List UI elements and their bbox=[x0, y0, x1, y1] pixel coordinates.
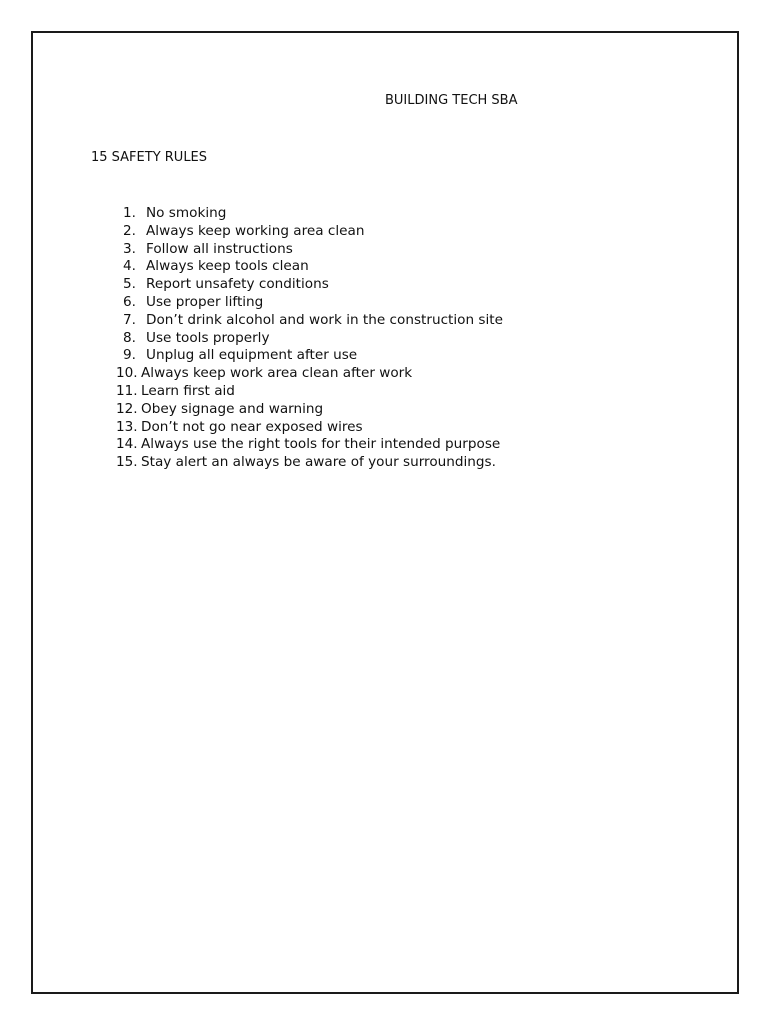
rule-item-1 bbox=[112, 205, 503, 223]
rule-number: 3. bbox=[123, 240, 136, 257]
rule-number: 13. bbox=[116, 418, 138, 435]
rule-text: Always use the right tools for their intended purpose bbox=[141, 436, 501, 453]
rule-number: 7. bbox=[123, 311, 136, 328]
rule-text: Follow all instructions bbox=[146, 240, 293, 257]
rule-number: 5. bbox=[123, 276, 136, 293]
rule-item-13 bbox=[112, 419, 503, 437]
rule-text: Don’t drink alcohol and work in the construction site bbox=[146, 311, 503, 328]
document-title: BUILDING TECH SBA bbox=[385, 93, 518, 108]
rule-number: 10. bbox=[116, 365, 138, 382]
rule-item-2 bbox=[112, 223, 503, 241]
rule-text: Don’t not go near exposed wires bbox=[141, 418, 363, 435]
rule-text: Learn first aid bbox=[141, 382, 235, 399]
rule-number: 11. bbox=[116, 382, 138, 399]
rule-number: 2. bbox=[123, 222, 136, 239]
rule-text: No smoking bbox=[146, 205, 227, 221]
rule-item-9 bbox=[112, 347, 503, 365]
rule-text: Use proper lifting bbox=[146, 293, 264, 310]
rule-number: 8. bbox=[123, 329, 136, 346]
document-page bbox=[31, 31, 739, 994]
rule-text: Unplug all equipment after use bbox=[146, 347, 358, 364]
rule-text: Always keep working area clean bbox=[146, 222, 365, 239]
rule-item-7 bbox=[112, 312, 503, 330]
rule-number: 9. bbox=[123, 347, 136, 364]
rule-text: Always keep tools clean bbox=[146, 258, 309, 275]
rule-number: 6. bbox=[123, 293, 136, 310]
rule-text: Use tools properly bbox=[146, 329, 270, 346]
rule-item-6 bbox=[112, 294, 503, 312]
rule-number: 14. bbox=[116, 436, 138, 453]
rule-item-3 bbox=[112, 241, 503, 259]
rule-number: 15. bbox=[116, 454, 138, 471]
rule-text: Obey signage and warning bbox=[141, 400, 324, 417]
rule-item-15 bbox=[112, 454, 503, 472]
rule-item-11 bbox=[112, 383, 503, 401]
rule-item-8 bbox=[112, 330, 503, 348]
rule-item-14 bbox=[112, 436, 503, 454]
safety-rules-list bbox=[112, 205, 503, 472]
rule-text: Report unsafety conditions bbox=[146, 276, 329, 293]
rule-item-4 bbox=[112, 258, 503, 276]
section-heading: 15 SAFETY RULES bbox=[91, 150, 208, 165]
rule-item-5 bbox=[112, 276, 503, 294]
rule-number: 1. bbox=[123, 205, 136, 221]
rule-number: 12. bbox=[116, 400, 138, 417]
rule-item-10 bbox=[112, 365, 503, 383]
rule-number: 4. bbox=[123, 258, 136, 275]
rule-text: Always keep work area clean after work bbox=[141, 365, 413, 382]
rule-text: Stay alert an always be aware of your surroundings. bbox=[141, 454, 496, 471]
rule-item-12 bbox=[112, 401, 503, 419]
